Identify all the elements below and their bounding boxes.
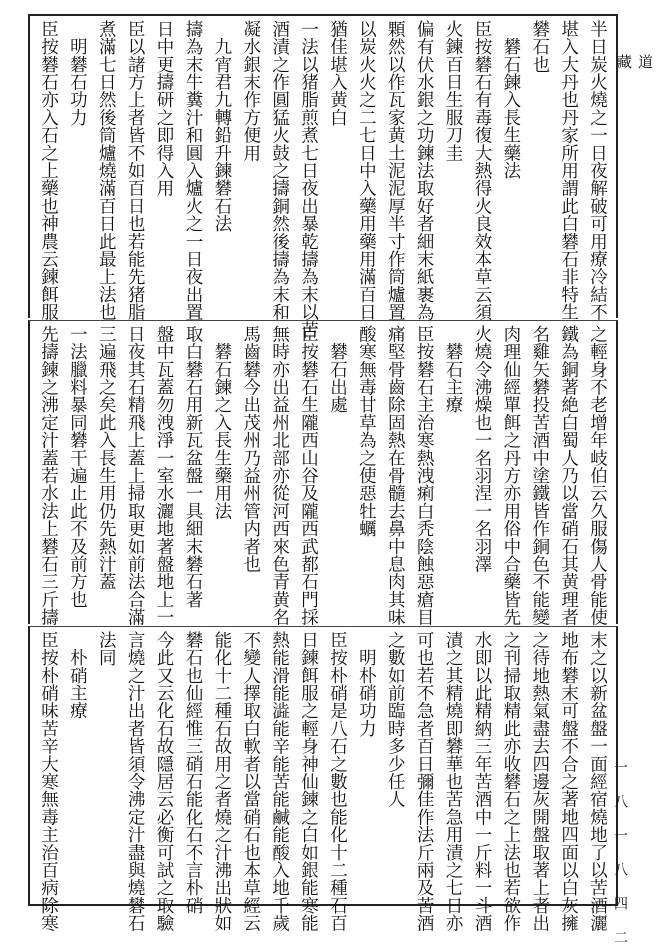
text-column: 擣為末牛糞汁和圓入爐火之一日夜出置 <box>182 20 203 321</box>
text-column: 酒漬之作圓猛火鼓之擣銅然後擣為末和 <box>269 20 290 321</box>
text-column: 礬石也仙經惟三硝石能化石不言朴硝 <box>182 631 203 915</box>
text-panel-3 <box>28 626 618 932</box>
text-column: 盤中瓦蓋勿洩淨一室水灑地著盤地上一 <box>154 325 175 626</box>
text-column: 水即以此精納三年苦酒中一斤料一斗酒 <box>471 631 492 932</box>
text-column: 猶佳堪入黄白 <box>327 20 348 127</box>
page-number: 一 八 一 八 四 二 <box>612 760 628 946</box>
text-column: 臣按礬石主治寒熱洩痢白秃陰蝕惡瘡目 <box>414 325 435 626</box>
text-column: 能化十二種石故用之者燒之汁沸出狀如 <box>211 631 232 932</box>
text-column: 礬石也 <box>529 20 550 74</box>
text-column: 三遍飛之矣此入長生用仍先熱汁蓋 <box>96 325 117 591</box>
text-column: 漬之其精燒即礬華也苦急用漬之七日亦 <box>443 631 464 932</box>
text-column: 日夜其石精飛上蓋上掃取更如前法合滿 <box>125 325 146 626</box>
text-column: 火鍊百日生服刀圭 <box>443 20 464 162</box>
text-column: 臣按朴硝味苦辛大寒無毒主治百病除寒 <box>38 631 59 932</box>
text-column: 臣以諸方上者皆不如百日也若能先猪脂 <box>125 20 146 321</box>
text-column: 臣按朴硝是八石之數也能化十二種石百 <box>327 631 348 932</box>
running-header <box>614 54 656 77</box>
text-column: 朴硝主療 <box>67 631 88 720</box>
text-column: 地布礬末可盤不合之著地四面以白灰擁 <box>558 631 579 932</box>
text-column: 法同 <box>96 631 117 667</box>
text-column: 之數如前臨時多少任人 <box>385 631 406 808</box>
header-char-1: 道 <box>636 54 654 77</box>
text-column: 臣按礬石生隴西山谷及隴西武都石門採 <box>298 325 319 626</box>
text-column: 取白礬石用新瓦盆盤一具細末礬石著 <box>182 325 203 609</box>
text-column: 鐵為銅著絶白蜀人乃以當硝石其黄理者 <box>558 325 579 626</box>
text-panel-1 <box>28 14 618 339</box>
text-column: 熱能滑能澁能辛能苦能鹹能酸入地千歲 <box>269 631 290 932</box>
text-column: 之待地熱氣盡去四邊灰開盤取著上者出 <box>529 631 550 932</box>
text-column: 明礬石功力 <box>67 20 88 127</box>
text-column: 九宵君九轉鉛升鍊礬石法 <box>211 20 232 233</box>
text-column: 先擣鍊之沸定汁蓋若水法上礬石三斤擣 <box>38 325 59 626</box>
text-column: 臣按礬石有毒復大熱得火良效本草云須 <box>471 20 492 321</box>
text-column: 礬石鍊入長生藥法 <box>500 20 521 180</box>
page-frame <box>28 14 618 932</box>
text-column: 無時亦出益州北部亦從河西來色青黄名 <box>269 325 290 626</box>
text-column: 火燒令沸燥也一名羽涅一名羽澤 <box>471 325 492 573</box>
text-column: 堪入大丹也丹家所用謂此白礬石非特生 <box>558 20 579 321</box>
text-column: 礬石鍊之入長生藥用法 <box>211 325 232 520</box>
text-column: 言燒之汁出者皆須令沸定汁盡與燒礬石 <box>125 631 146 932</box>
text-column: 煮滿七日然後筒爐燒滿百日此最上法也 <box>96 20 117 321</box>
text-column: 凝水銀末作方便用 <box>240 20 261 162</box>
text-column: 肉理仙經單餌之丹方亦用俗中合藥皆先 <box>500 325 521 626</box>
text-column: 以炭火火之二七日中入藥用藥用滿百日 <box>356 20 377 321</box>
text-column: 可也若不急者百日彌佳作法斤兩及苦酒 <box>414 631 435 932</box>
text-column: 偏有伏水銀之功鍊法取好者細末紙裹為 <box>414 20 435 321</box>
text-panel-2 <box>28 320 618 624</box>
text-column: 明朴硝功力 <box>356 631 377 738</box>
text-column: 馬齒礬今出茂州乃益州管内者也 <box>240 325 261 573</box>
text-column: 礬石主療 <box>443 325 464 414</box>
text-column: 日鍊餌服之輕身神仙鍊之白如銀能寒能 <box>298 631 319 932</box>
text-column: 之輕身不老增年岐伯云久服傷人骨能使 <box>587 325 608 626</box>
text-column: 半日炭火燒之一日夜解破可用療冷結不 <box>587 20 608 321</box>
text-column: 一法以猪脂煎煮七日夜出暴乾擣為末以苦 <box>298 20 319 339</box>
text-column: 礬石出處 <box>327 325 348 414</box>
text-column: 名雞矢礬投苦酒中塗鐵皆作銅色不能變 <box>529 325 550 626</box>
text-column: 痛堅骨齒除固熱在骨髓去鼻中息肉其味 <box>385 325 406 626</box>
text-column: 酸寒無毒甘草為之使惡牡蠣 <box>356 325 377 538</box>
text-column: 日中更擣研之即得入用 <box>154 20 175 197</box>
text-column: 顆然以作瓦家黄土泥泥厚半寸作筒爐置 <box>385 20 406 321</box>
text-column: 一法臘料暴同礬干遍止此不及前方也 <box>67 325 88 609</box>
text-column: 不變人擇取白軟者以當硝石也本草經云 <box>240 631 261 932</box>
text-column: 今此又云化石故隱居云必衡可試之取驗 <box>154 631 175 932</box>
text-column: 臣按礬石亦入石之上藥也神農云鍊餌服 <box>38 20 59 321</box>
text-column: 之刊掃取精此亦收礬石之上法也若欲作 <box>500 631 521 932</box>
header-char-2: 藏 <box>615 54 633 77</box>
text-column: 末之以新盆盤一面經宿燒地了以苦酒灑 <box>587 631 608 932</box>
